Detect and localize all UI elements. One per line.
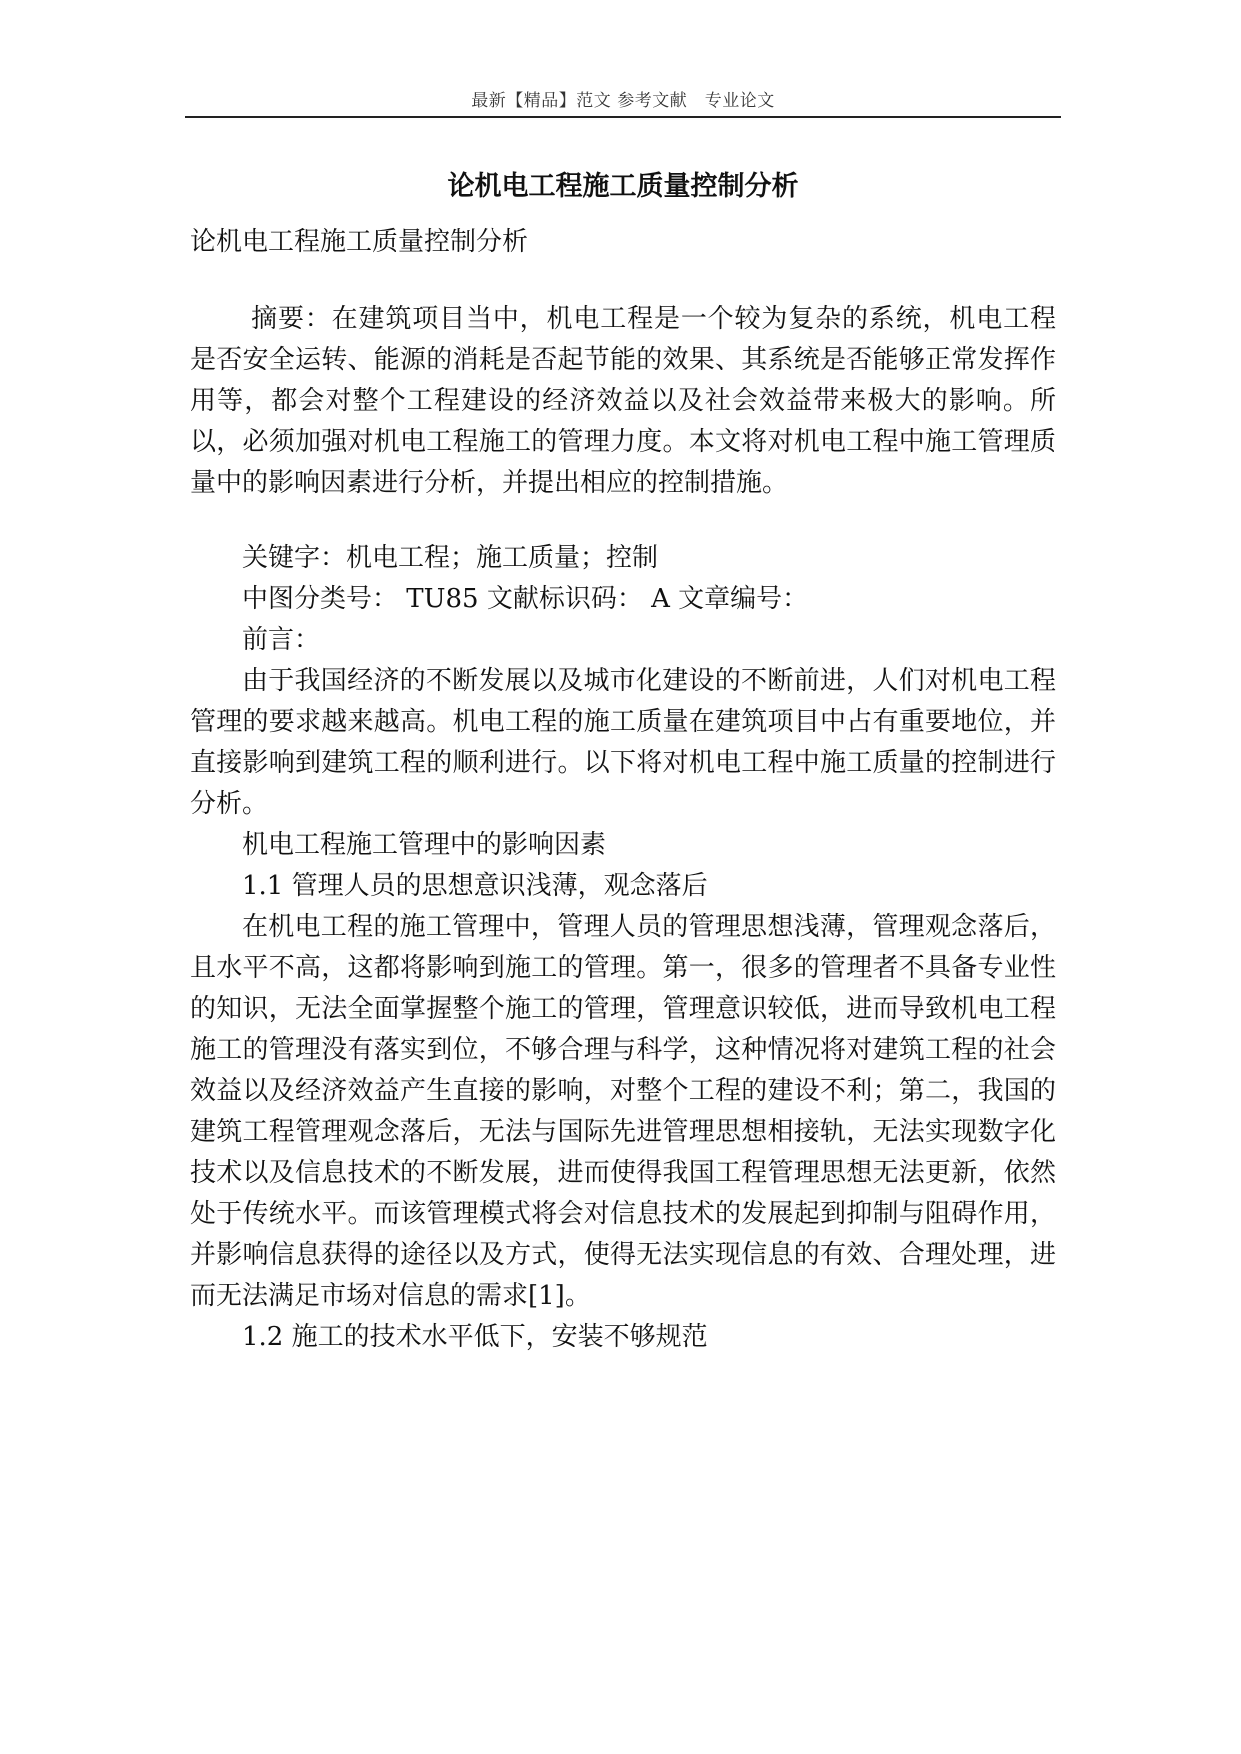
- preface-label: 前言：: [242, 625, 321, 655]
- preface-paragraph: 由于我国经济的不断发展以及城市化建设的不断前进，人们对机电工程管理的要求越来越高。机电工程的施工质量在建筑项目中占有重要地位，并直接影响到建筑工程的顺利进行。以下将对机电工程中施工质量的控制进行分析。: [190, 666, 1056, 819]
- classification-line: 中图分类号： TU85 文献标识码： A 文章编号：: [242, 584, 809, 614]
- document-subtitle: 论机电工程施工质量控制分析: [190, 227, 529, 257]
- section-heading-1-1: 1.1 管理人员的思想意识浅薄，观念落后: [242, 871, 708, 901]
- section-1-1-paragraph: 在机电工程的施工管理中，管理人员的管理思想浅薄，管理观念落后，且水平不高，这都将影响到施工的管理。第一，很多的管理者不具备专业性的知识，无法全面掌握整个施工的管理，管理意识较低，进而导致机电工程施工的管理没有落实到位，不够合理与科学，这种情况将对建筑工程的社会效益以及经济效益产生直接的影响，对整个工程的建设不利；第二，我国的建筑工程管理观念落后，无法与国际先进管理思想相接轨，无法实现数字化技术以及信息技术的不断发展，进而使得我国工程管理思想无法更新，依然处于传统水平。而该管理模式将会对信息技术的发展起到抑制与阻碍作用，并影响信息获得的途径以及方式，使得无法实现信息的有效、合理处理，进而无法满足市场对信息的需求[1]。: [190, 912, 1056, 1311]
- document-body: [190, 222, 1056, 1358]
- section-heading-1: 机电工程施工管理中的影响因素: [242, 830, 607, 860]
- document-title: 论机电工程施工质量控制分析: [447, 171, 799, 202]
- abstract-paragraph: 摘要：在建筑项目当中，机电工程是一个较为复杂的系统，机电工程是否安全运转、能源的消耗是否起节能的效果、其系统是否能够正常发挥作用等，都会对整个工程建设的经济效益以及社会效益带来极大的影响。所以，必须加强对机电工程施工的管理力度。本文将对机电工程中施工管理质量中的影响因素进行分析，并提出相应的控制措施。: [190, 304, 1056, 498]
- header-divider: [185, 116, 1061, 118]
- section-heading-1-2: 1.2 施工的技术水平低下，安装不够规范: [242, 1322, 708, 1352]
- page-header: 最新【精品】范文 参考文献 专业论文: [471, 91, 775, 111]
- keywords-line: 关键字：机电工程；施工质量；控制: [242, 543, 659, 573]
